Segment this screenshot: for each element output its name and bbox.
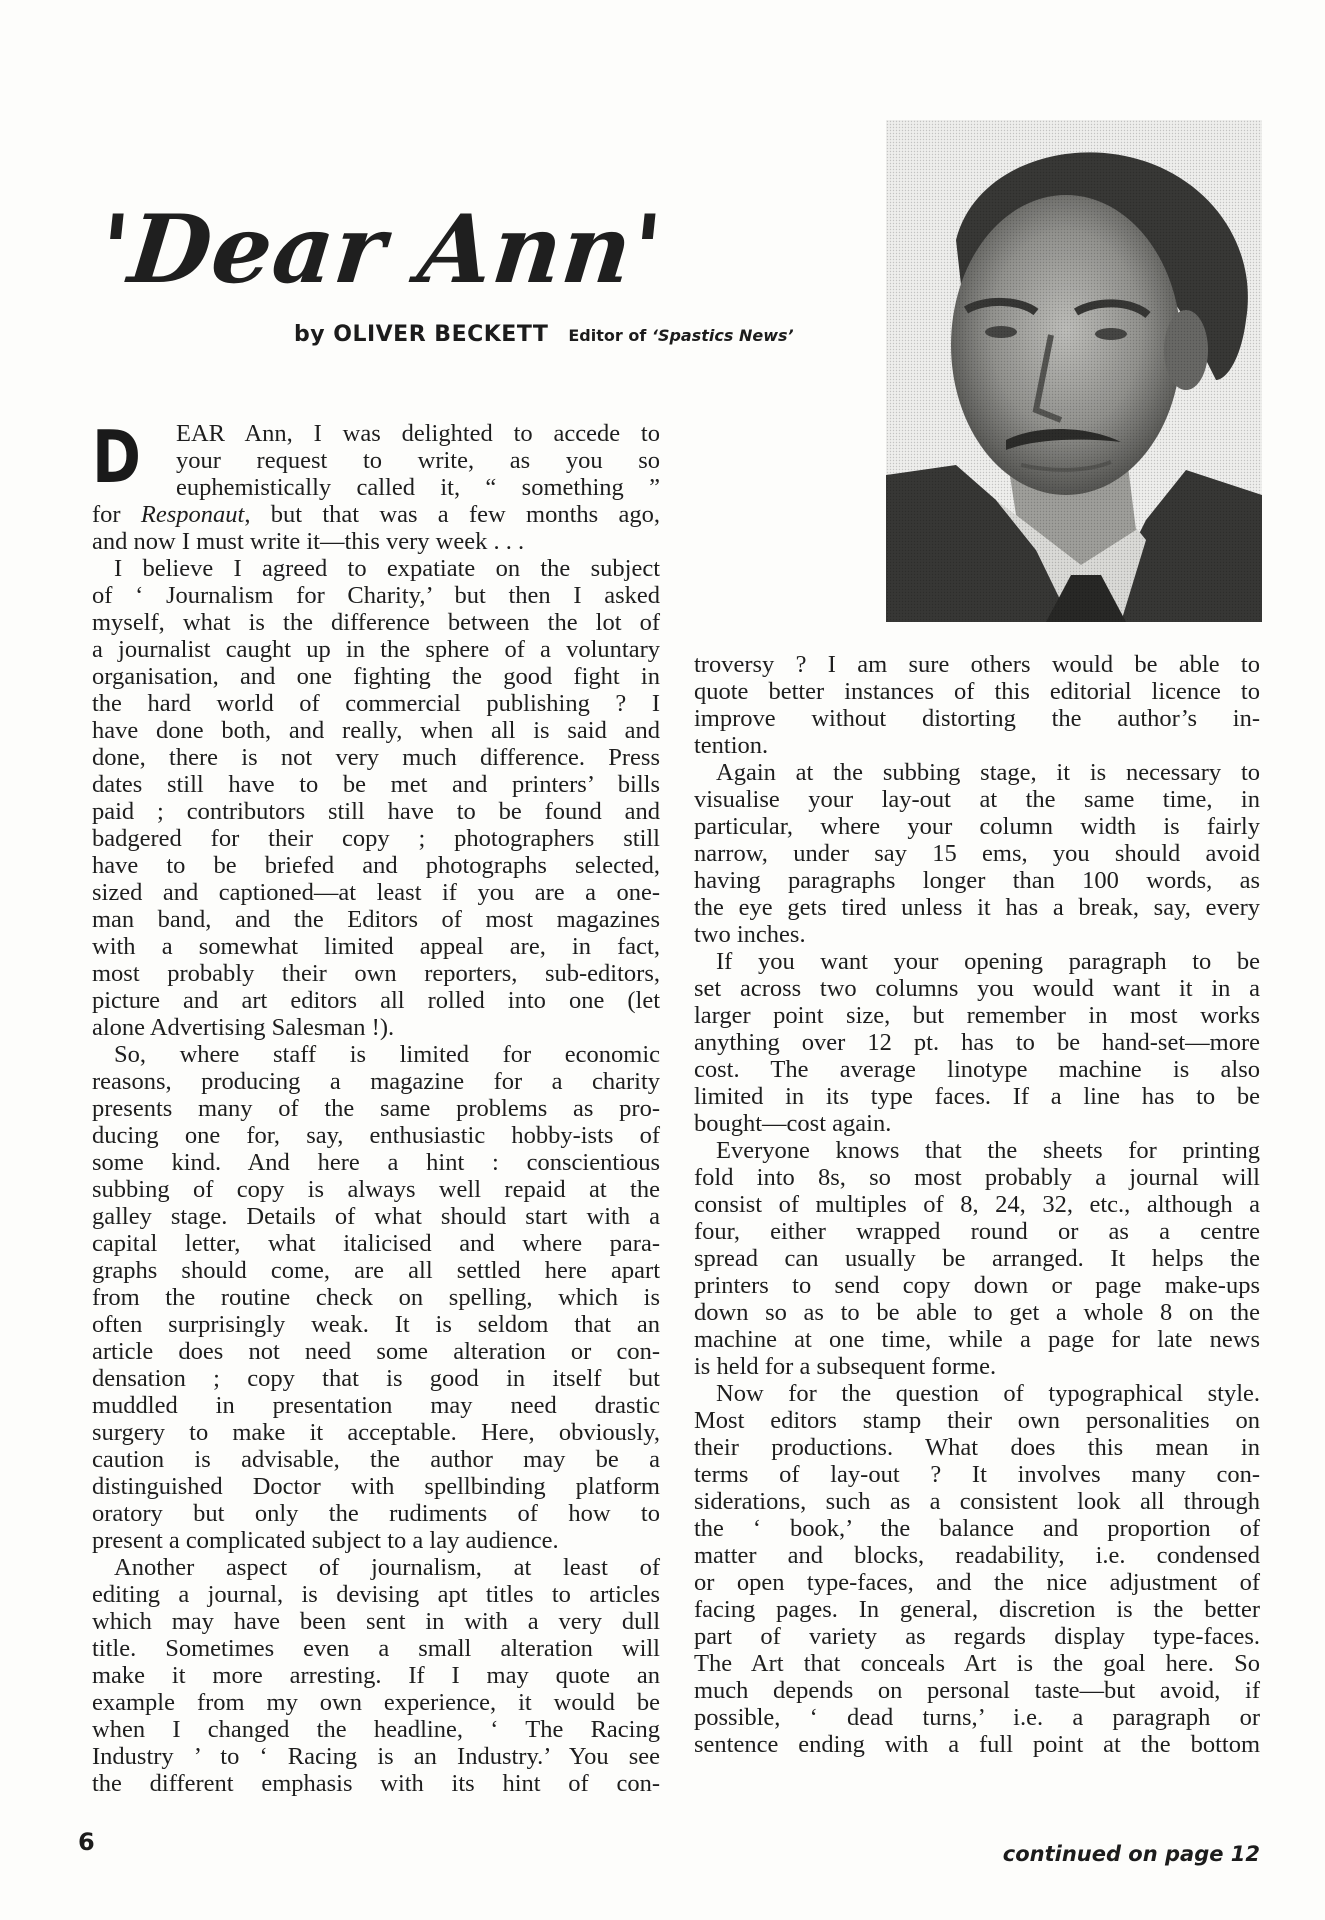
text-line: much depends on personal taste—but avoid, if bbox=[694, 1677, 1260, 1704]
text-line: the ‘ book,’ the balance and proportion of bbox=[694, 1515, 1260, 1542]
text-line: done, there is not very much difference. Press bbox=[92, 744, 660, 771]
article-title: 'Dear Ann' bbox=[94, 194, 668, 305]
text-line: alone Advertising Salesman !). bbox=[92, 1014, 395, 1041]
text-line: having paragraphs longer than 100 words, as bbox=[694, 867, 1260, 894]
text-line: Again at the subbing stage, it is necessary to bbox=[716, 759, 1260, 786]
byline-author: by OLIVER BECKETT bbox=[294, 322, 549, 347]
text-line: have done both, and really, when all is said and bbox=[92, 717, 660, 744]
text-line: presents many of the same problems as pro- bbox=[92, 1095, 660, 1122]
text-line: sentence ending with a full point at the bottom bbox=[694, 1731, 1260, 1758]
drop-cap: D bbox=[92, 415, 142, 499]
text-line: facing pages. In general, discretion is the better bbox=[694, 1596, 1260, 1623]
text-line: with a somewhat limited appeal are, in fact, bbox=[92, 933, 660, 960]
text-line: a journalist caught up in the sphere of a voluntary bbox=[92, 636, 660, 663]
text-line: distinguished Doctor with spellbinding platform bbox=[92, 1473, 660, 1500]
article-column-right bbox=[694, 651, 1260, 1758]
text-line: down so as to be able to get a whole 8 on the bbox=[694, 1299, 1260, 1326]
text-line: reasons, producing a magazine for a charity bbox=[92, 1068, 660, 1095]
continued-on-page-link[interactable]: continued on page 12 bbox=[1002, 1842, 1260, 1866]
text-line: fold into 8s, so most probably a journal will bbox=[694, 1164, 1260, 1191]
text-line: consist of multiples of 8, 24, 32, etc., although a bbox=[694, 1191, 1260, 1218]
text-line: make it more arresting. If I may quote an bbox=[92, 1662, 660, 1689]
text-line: So, where staff is limited for economic bbox=[114, 1041, 660, 1068]
text-line: anything over 12 pt. has to be hand-set—more bbox=[694, 1029, 1260, 1056]
text-line: quote better instances of this editorial licence to bbox=[694, 678, 1260, 705]
text-line: organisation, and one fighting the good fight in bbox=[92, 663, 660, 690]
text-line: Most editors stamp their own personalities on bbox=[694, 1407, 1260, 1434]
text-line: euphemistically called it, “ something ” bbox=[176, 474, 660, 501]
text-line: some kind. And here a hint : conscientious bbox=[92, 1149, 660, 1176]
text-line: muddled in presentation may need drastic bbox=[92, 1392, 660, 1419]
text-line: ducing one for, say, enthusiastic hobby-ists of bbox=[92, 1122, 660, 1149]
text-line: often surprisingly weak. It is seldom that an bbox=[92, 1311, 660, 1338]
text-line: have to be briefed and photographs selected, bbox=[92, 852, 660, 879]
text-line: Another aspect of journalism, at least of bbox=[114, 1554, 660, 1581]
byline-publication: ‘Spastics News’ bbox=[651, 326, 794, 345]
text-line: graphs should come, are all settled here apart bbox=[92, 1257, 660, 1284]
text-line: visualise your lay-out at the same time, in bbox=[694, 786, 1260, 813]
author-portrait-photo bbox=[886, 120, 1262, 622]
text-line: bought—cost again. bbox=[694, 1110, 892, 1137]
text-line: spread can usually be arranged. It helps the bbox=[694, 1245, 1260, 1272]
text-line: capital letter, what italicised and where para- bbox=[92, 1230, 660, 1257]
text-line: surgery to make it acceptable. Here, obviously, bbox=[92, 1419, 660, 1446]
text-line: Everyone knows that the sheets for printing bbox=[716, 1137, 1260, 1164]
byline bbox=[294, 322, 794, 347]
text-line: set across two columns you would want it in a bbox=[694, 975, 1260, 1002]
text-line: your request to write, as you so bbox=[176, 447, 660, 474]
text-line: improve without distorting the author’s in- bbox=[694, 705, 1260, 732]
text-line: article does not need some alteration or con- bbox=[92, 1338, 660, 1365]
text-line: the hard world of commercial publishing ? I bbox=[92, 690, 660, 717]
text-line: cost. The average linotype machine is also bbox=[694, 1056, 1260, 1083]
text-line: galley stage. Details of what should start with a bbox=[92, 1203, 660, 1230]
text-line: oratory but only the rudiments of how to bbox=[92, 1500, 660, 1527]
text-line: when I changed the headline, ‘ The Racing bbox=[92, 1716, 660, 1743]
text-line: most probably their own reporters, sub-editors, bbox=[92, 960, 660, 987]
text-line: printers to send copy down or page make-ups bbox=[694, 1272, 1260, 1299]
text-line: siderations, such as a consistent look all through bbox=[694, 1488, 1260, 1515]
text-line: If you want your opening paragraph to be bbox=[716, 948, 1260, 975]
publication-name-responaut: Responaut bbox=[140, 501, 245, 528]
text-line: Now for the question of typographical style. bbox=[716, 1380, 1260, 1407]
text-line: picture and art editors all rolled into one (let bbox=[92, 987, 660, 1014]
text-line: Industry ’ to ‘ Racing is an Industry.’ You see bbox=[92, 1743, 660, 1770]
text-line: caution is advisable, the author may be a bbox=[92, 1446, 660, 1473]
article-column-left bbox=[92, 415, 660, 1797]
text-line: is held for a subsequent forme. bbox=[694, 1353, 997, 1380]
text-line: editing a journal, is devising apt titles to articles bbox=[92, 1581, 660, 1608]
text-line: limited in its type faces. If a line has to be bbox=[694, 1083, 1260, 1110]
text-line: dates still have to be met and printers’ bills bbox=[92, 771, 660, 798]
text-line: example from my own experience, it would be bbox=[92, 1689, 660, 1716]
text-line: part of variety as regards display type-faces. bbox=[694, 1623, 1260, 1650]
text-line: two inches. bbox=[694, 921, 806, 948]
text-line: troversy ? I am sure others would be able to bbox=[694, 651, 1260, 678]
text-line: I believe I agreed to expatiate on the subject bbox=[114, 555, 660, 582]
text-line: the eye gets tired unless it has a break, say, every bbox=[694, 894, 1260, 921]
text-line: densation ; copy that is good in itself but bbox=[92, 1365, 660, 1392]
text-line: their productions. What does this mean in bbox=[694, 1434, 1260, 1461]
text-line: possible, ‘ dead turns,’ i.e. a paragraph or bbox=[694, 1704, 1260, 1731]
text-line: terms of lay-out ? It involves many con- bbox=[694, 1461, 1260, 1488]
text-line bbox=[92, 501, 660, 528]
text-line: badgered for their copy ; photographers still bbox=[92, 825, 660, 852]
text-line: title. Sometimes even a small alteration will bbox=[92, 1635, 660, 1662]
text-line: the different emphasis with its hint of con- bbox=[92, 1770, 660, 1797]
byline-role bbox=[568, 326, 793, 345]
page-number: 6 bbox=[78, 1828, 95, 1856]
text-fragment: for bbox=[92, 501, 141, 528]
text-line: present a complicated subject to a lay audience. bbox=[92, 1527, 559, 1554]
text-line: narrow, under say 15 ems, you should avoid bbox=[694, 840, 1260, 867]
text-line: particular, where your column width is fairly bbox=[694, 813, 1260, 840]
text-line: larger point size, but remember in most works bbox=[694, 1002, 1260, 1029]
text-line: from the routine check on spelling, which is bbox=[92, 1284, 660, 1311]
text-line: EAR Ann, I was delighted to accede to bbox=[176, 420, 660, 447]
text-fragment: , but that was a few months ago, bbox=[244, 501, 660, 528]
text-line: or open type-faces, and the nice adjustment of bbox=[694, 1569, 1260, 1596]
text-line: and now I must write it—this very week . . . bbox=[92, 528, 525, 555]
text-line: myself, what is the difference between the lot of bbox=[92, 609, 660, 636]
text-line: paid ; contributors still have to be found and bbox=[92, 798, 660, 825]
text-line: tention. bbox=[694, 732, 769, 759]
text-line: which may have been sent in with a very dull bbox=[92, 1608, 660, 1635]
text-line: machine at one time, while a page for late news bbox=[694, 1326, 1260, 1353]
text-line: matter and blocks, readability, i.e. condensed bbox=[694, 1542, 1260, 1569]
text-line: sized and captioned—at least if you are a one- bbox=[92, 879, 660, 906]
text-line: The Art that conceals Art is the goal here. So bbox=[694, 1650, 1260, 1677]
portrait-image bbox=[886, 120, 1262, 622]
byline-role-prefix: Editor of bbox=[568, 326, 652, 345]
text-line: four, either wrapped round or as a centre bbox=[694, 1218, 1260, 1245]
text-line: of ‘ Journalism for Charity,’ but then I asked bbox=[92, 582, 660, 609]
text-line: subbing of copy is always well repaid at the bbox=[92, 1176, 660, 1203]
text-line: man band, and the Editors of most magazines bbox=[92, 906, 660, 933]
